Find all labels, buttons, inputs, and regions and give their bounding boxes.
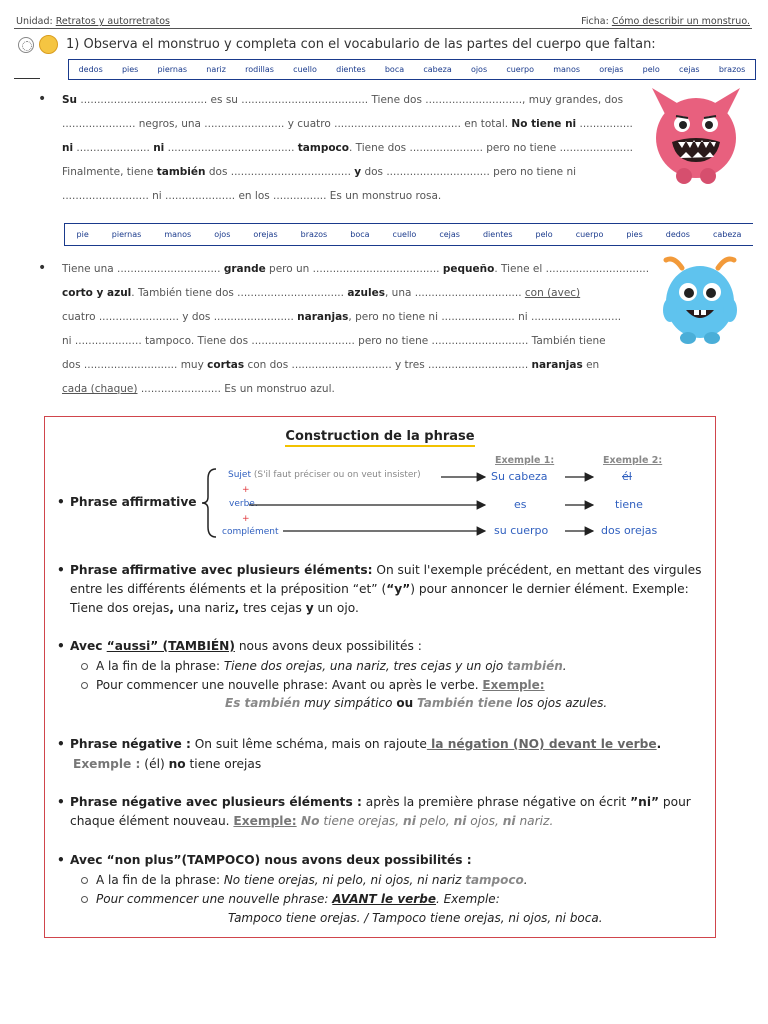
question-line: [18, 35, 656, 54]
text: , una ................................: [384, 287, 525, 299]
brain-icon: [18, 37, 34, 53]
word-bank-1: [68, 59, 756, 80]
example1-complement: su cuerpo: [494, 524, 549, 537]
text-underlined: cada (chaque): [62, 383, 138, 395]
rule-text: un ojo.: [313, 601, 359, 615]
word-bank-item: nariz: [206, 65, 226, 74]
bullet: •: [57, 853, 65, 867]
diagram-subject: Sujet (S'il faut préciser ou on veut insister): [228, 470, 421, 480]
text-bold: ni: [153, 142, 165, 154]
text: ...................... negros, una ........................ y cuatro ...................................... en total.: [62, 118, 512, 130]
rule-text: .: [656, 737, 662, 751]
text-underlined: con (avec): [524, 287, 581, 299]
word-bank-item: dientes: [336, 65, 366, 74]
text-bold: ni: [62, 142, 74, 154]
circle-bullet-icon: [81, 896, 88, 903]
rule-label: Phrase affirmative avec plusieurs éléments:: [70, 563, 373, 577]
word-bank-item: pelo: [642, 65, 660, 74]
plus-sign: +: [242, 485, 250, 495]
word-bank-item: boca: [384, 65, 405, 74]
text-bold: naranjas: [297, 311, 349, 323]
word-bank-item: dientes: [482, 230, 513, 239]
text: cuatro ........................ y dos ........................: [62, 311, 298, 323]
word-bank-item: ojos: [214, 230, 231, 239]
text-bold: naranjas: [531, 359, 583, 371]
bullet: •: [57, 737, 65, 751]
word-bank-item: piernas: [157, 65, 188, 74]
rule-text-bold: ,: [169, 601, 175, 615]
example-line: Es también muy simpático ou También tiene los ojos azules.: [225, 696, 608, 710]
unit-value: Retratos y autorretratos: [55, 16, 170, 27]
text-bold: grande: [223, 263, 266, 275]
word-bank-item: piernas: [111, 230, 142, 239]
bullet: •: [57, 639, 65, 653]
bullet: •: [57, 563, 65, 577]
word-bank-item: cuerpo: [506, 65, 534, 74]
text-bold: Su: [62, 94, 78, 106]
paragraph-pink-monster: [62, 88, 633, 208]
bullet: •: [57, 495, 65, 509]
word-bank-item: pie: [76, 230, 89, 239]
text: ........................ Es un monstruo azul.: [137, 383, 335, 395]
example1-subject: Su cabeza: [491, 470, 548, 483]
text-bold: pequeño: [442, 263, 495, 275]
example-line: Tampoco tiene orejas. / Tampoco tiene orejas, ni ojos, ni boca.: [228, 911, 603, 925]
text-bold: azules: [347, 287, 385, 299]
diagram-complement: complément: [222, 527, 279, 537]
text: ......................................: [164, 142, 298, 154]
text: , pero no tiene ni ...................... ni ...........................: [348, 311, 622, 323]
thinking-face-icon: [39, 35, 58, 54]
example1-heading: Exemple 1:: [495, 455, 555, 466]
circle-bullet-icon: [81, 682, 88, 689]
text: .......................... ni ..................... en los ................ Es un monstruo rosa.: [62, 190, 442, 202]
word-bank-item: dedos: [78, 65, 103, 74]
word-bank-item: dedos: [665, 230, 690, 239]
example-label: Exemple:: [233, 814, 297, 828]
question-text: 1) Observa el monstruo y completa con el vocabulario de las partes del cuerpo que faltan:: [66, 37, 656, 52]
bullet: •: [38, 91, 47, 107]
example1-verb: es: [514, 498, 527, 511]
word-bank-item: cabeza: [712, 230, 742, 239]
sub-rule: A la fin de la phrase: No tiene orejas, ni pelo, ni ojos, ni nariz tampoco.: [81, 871, 528, 890]
rule-text-underlined: la négation (NO) devant le verbe: [426, 737, 657, 751]
circle-bullet-icon: [81, 663, 88, 670]
rule-text: nous avons deux possibilités :: [234, 639, 422, 653]
text: ................: [576, 118, 633, 130]
text-bold: cortas: [207, 359, 245, 371]
rule-text: On suit l'exemple précédent, en mettant des virgules entre les différents éléments et la préposition “et” (: [70, 563, 702, 596]
rule-text: ) pour annoncer le dernier élément. Exemple: Tiene dos orejas: [70, 582, 689, 615]
word-bank-item: cuello: [293, 65, 317, 74]
example2-subject: él: [622, 470, 632, 483]
grammar-box: [44, 416, 716, 938]
text: ...................................... es su ...................................... Tiene dos ............................., muy grandes, dos: [77, 94, 624, 106]
rule-text: après la première phrase négative on écrit: [361, 795, 631, 809]
negative-example: Exemple : (él) no tiene orejas: [73, 757, 262, 771]
text: con dos .............................. y tres ..............................: [244, 359, 532, 371]
rule-negative: [57, 735, 707, 754]
text: Tiene una ...............................: [62, 263, 224, 275]
text: dos ....................................: [205, 166, 355, 178]
word-bank-item: cejas: [439, 230, 460, 239]
header-unit: [16, 16, 170, 27]
text: ni .................... tampoco. Tiene dos ............................... pero no tiene ............................. También tiene: [62, 335, 606, 347]
word-bank-item: cuello: [392, 230, 417, 239]
text-bold: tampoco: [297, 142, 349, 154]
text-bold: corto y azul: [62, 287, 132, 299]
word-bank-item: ojos: [470, 65, 488, 74]
text-bold: y: [354, 166, 362, 178]
margin-mark: [14, 78, 40, 79]
word-bank-item: cabeza: [423, 65, 452, 74]
text: dos ............................... pero no tiene ni: [361, 166, 577, 178]
word-bank-item: manos: [553, 65, 581, 74]
rule-label: Phrase négative :: [70, 737, 191, 751]
word-bank-item: orejas: [253, 230, 278, 239]
affirmative-label: Phrase affirmative: [70, 495, 197, 509]
rule-text-bold: ,: [234, 601, 240, 615]
text-bold: también: [156, 166, 206, 178]
header-divider: [14, 28, 752, 29]
sub-rule: A la fin de la phrase: Tiene dos orejas, una nariz, tres cejas y un ojo también.: [81, 657, 567, 676]
example2-complement: dos orejas: [601, 524, 658, 537]
word-bank-item: boca: [350, 230, 370, 239]
word-bank-item: pies: [121, 65, 139, 74]
text: . También tiene dos ................................: [131, 287, 348, 299]
circle-bullet-icon: [81, 877, 88, 884]
text: dos ............................ muy: [62, 359, 208, 371]
sub-rule: Pour commencer une nouvelle phrase: AVANT le verbe. Exemple:: [81, 890, 500, 909]
unit-label: Unidad:: [16, 16, 53, 27]
rule-text-bold: y: [305, 601, 314, 615]
text: en: [582, 359, 600, 371]
bullet: •: [38, 260, 47, 276]
word-bank-item: orejas: [599, 65, 624, 74]
sheet-value: Cómo describir un monstruo.: [611, 16, 750, 27]
word-bank-item: pelo: [535, 230, 553, 239]
example2-verb: tiene: [615, 498, 643, 511]
rule-text: pour chaque élément nouveau.: [70, 795, 691, 828]
rule-text-bold: “y”: [386, 582, 411, 596]
diagram-verb: verbe.: [229, 499, 258, 509]
header-sheet: [581, 16, 750, 27]
grammar-title: Construction de la phrase: [45, 429, 715, 444]
rule-non-plus: [57, 851, 707, 870]
text: Finalmente, tiene: [62, 166, 157, 178]
rule-label: Avec: [70, 639, 107, 653]
word-bank-item: rodillas: [245, 65, 274, 74]
text-bold: No tiene ni: [511, 118, 577, 130]
sheet-label: Ficha:: [581, 16, 609, 27]
word-bank-item: cuerpo: [575, 230, 604, 239]
word-bank-2: [64, 223, 753, 246]
example2-heading: Exemple 2:: [603, 455, 663, 466]
word-bank-item: pies: [626, 230, 643, 239]
rule-label-underlined: “aussi” (TAMBIÉN): [106, 639, 235, 653]
blue-monster-illustration: [660, 252, 740, 346]
rule-label: Phrase négative avec plusieurs éléments :: [70, 795, 362, 809]
rule-text: tres cejas: [239, 601, 306, 615]
pink-monster-illustration: [648, 86, 744, 186]
text: . Tiene el ...............................: [494, 263, 650, 275]
text: ......................: [73, 142, 154, 154]
word-bank-item: brazos: [718, 65, 746, 74]
word-bank-item: manos: [164, 230, 192, 239]
rule-text: una nariz: [174, 601, 235, 615]
text: pero un ......................................: [265, 263, 443, 275]
word-bank-item: cejas: [678, 65, 700, 74]
paragraph-blue-monster: [62, 257, 649, 401]
rule-affirmative-multi: [57, 561, 707, 618]
rule-text-bold: ”ni”: [630, 795, 660, 809]
rule-negative-multi: • Phrase négative avec plusieurs éléments : après la première phrase négative on écrit ”ni” pour chaque élément nouveau. Exemple: No tiene orejas, ni pelo, ni ojos, ni nariz.: [57, 795, 691, 828]
rule-text: On suit lême schéma, mais on rajoute: [190, 737, 427, 751]
word-bank-item: brazos: [300, 230, 328, 239]
bullet: •: [57, 795, 65, 809]
sub-rule: Pour commencer une nouvelle phrase: Avant ou après le verbe. Exemple:: [81, 676, 545, 695]
rule-label: Avec “non plus”(TAMPOCO) nous avons deux possibilités :: [70, 853, 472, 867]
rule-aussi: [57, 637, 707, 656]
plus-sign: +: [242, 514, 250, 524]
text: . Tiene dos ...................... pero no tiene ......................: [349, 142, 634, 154]
